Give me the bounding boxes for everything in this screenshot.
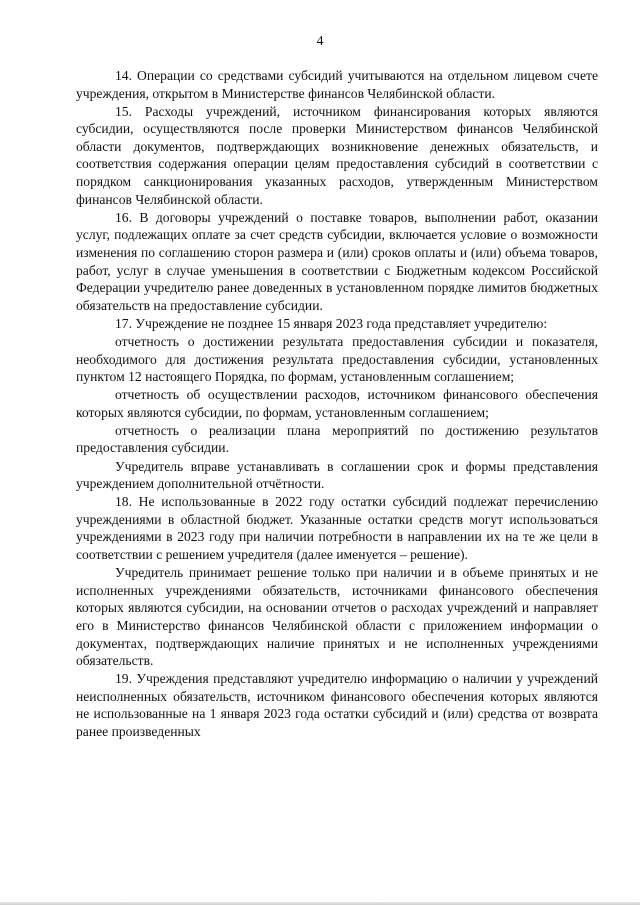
page-number: 4 <box>316 34 324 49</box>
paragraph-17-note: Учредитель вправе устанавливать в соглашении срок и формы представления учреждением дополнительной отчётности. <box>76 458 598 492</box>
paragraph-15: 15. Расходы учреждений, источником финансирования которых являются субсидии, осуществляются после проверки Министерством финансов Челябинской области документов, подтверждающих возникновение денежных обязательств, и соответствия содержания операции целям предоставления субсидий в соответствии с порядком санкционирования указанных расходов, утвержденным Министерством финансов Челябинской области. <box>76 103 598 207</box>
paragraph-17-item-1: отчетность о достижении результата предоставления субсидии и показателя, необходимого для достижения результата предоставления субсидии, установленных пунктом 12 настоящего Порядка, по формам, установленным соглашением; <box>76 333 598 385</box>
paragraph-17: 17. Учреждение не позднее 15 января 2023 года представляет учредителю: <box>115 315 548 331</box>
paragraph-17-item-2: отчетность об осуществлении расходов, источником финансового обеспечения которых являются субсидии, по формам, установленным соглашением; <box>76 387 598 420</box>
paragraph-19: 19. Учреждения представляют учредителю информацию о наличии у учреждений неисполненных обязательств, источником финансового обеспечения которых являются не использованные на 1 января 2023 года остатки субсидий и (или) средства от возврата ранее произведенных <box>76 671 598 739</box>
paragraph-16: 16. В договоры учреждений о поставке товаров, выполнении работ, оказании услуг, подлежащих оплате за счет средств субсидии, включается условие о возможности изменения по соглашению сторон размера и (или) сроков оплаты и (или) объема товаров, работ, услуг в случае уменьшения в соответствии с Бюджетным кодексом Российской Федерации учредителю ранее доведенных в установленном порядке лимитов бюджетных обязательств на предоставление субсидии. <box>76 209 598 313</box>
paragraph-18-decision: Учредитель принимает решение только при наличии и в объеме принятых и не исполненных учреждениями обязательств, источниками финансового обеспечения которых являются субсидии, на основании отчетов о расходах учреждений и направляет его в Министерство финансов Челябинской области с приложением информации о документах, подтверждающих наличие принятых и не исполненных учреждениями обязательств. <box>76 565 598 669</box>
paragraph-17-item-3: отчетность о реализации плана мероприятий по достижению результатов предоставления субсидии. <box>76 422 598 456</box>
paragraph-18: 18. Не использованные в 2022 году остатки субсидий подлежат перечислению учреждениями в областной бюджет. Указанные остатки средств могут использоваться учреждениями в 2023 году при наличии потребности в направлении их на те же цели в соответствии с решением учредителя (далее именуется – решение). <box>76 494 598 563</box>
document-body <box>76 67 598 741</box>
paragraph-14: 14. Операции со средствами субсидий учитываются на отдельном лицевом счете учреждения, открытом в Министерстве финансов Челябинской области. <box>76 68 598 101</box>
